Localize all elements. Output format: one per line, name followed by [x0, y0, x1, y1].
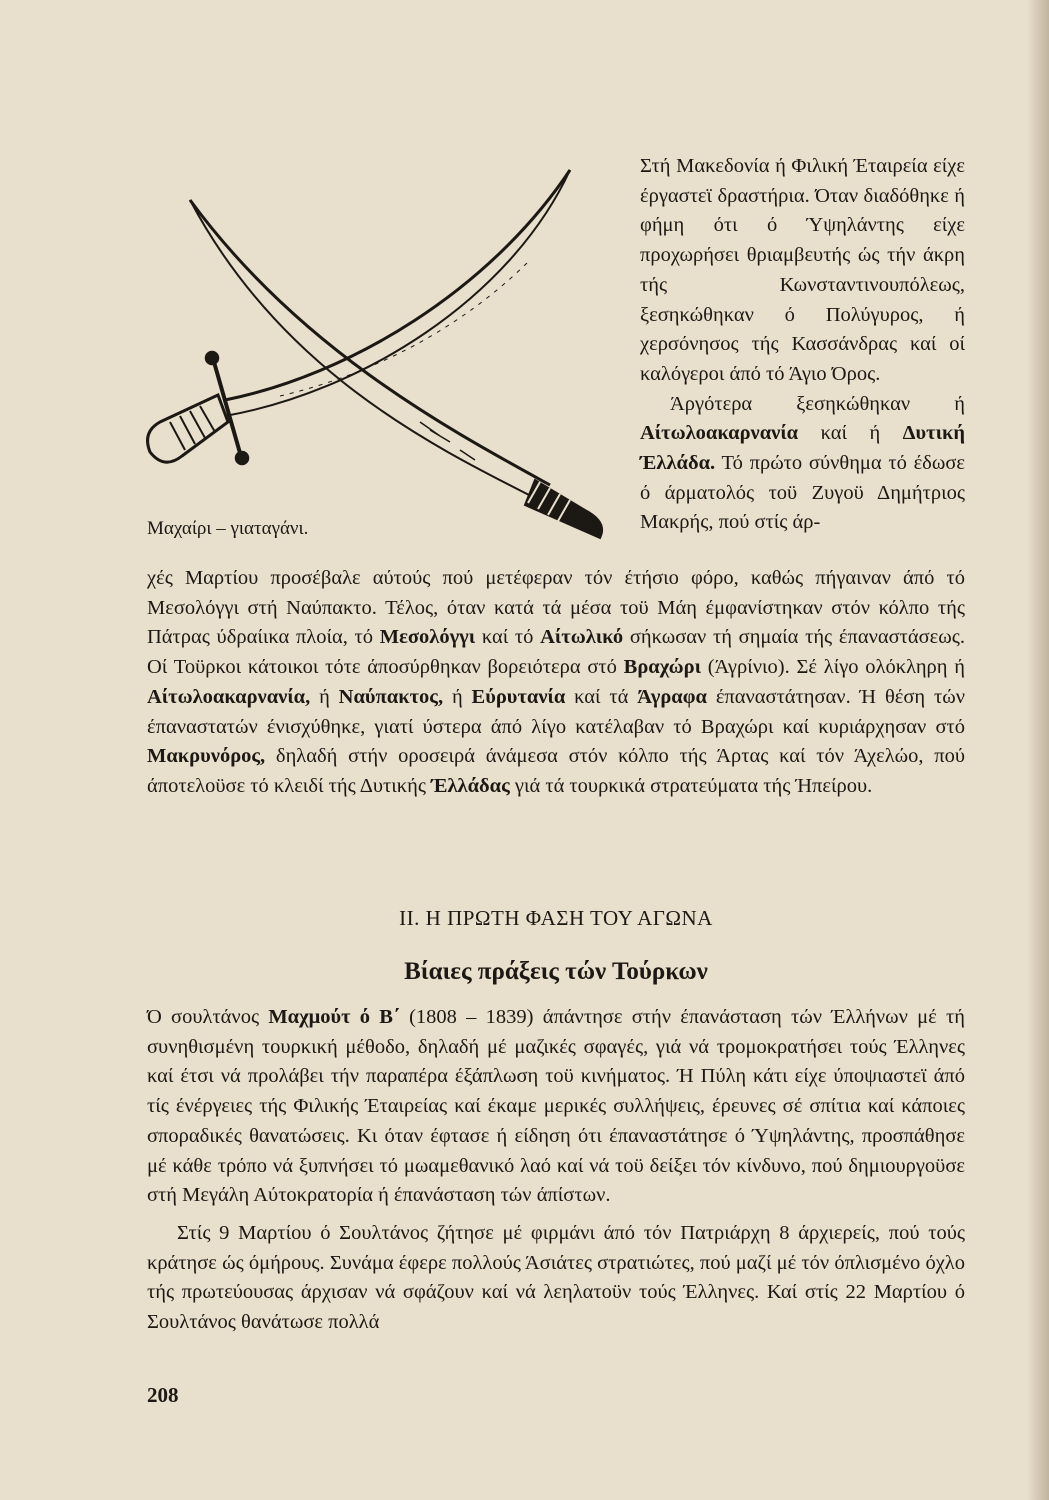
crossed-sabres-icon: [130, 160, 610, 540]
second-paragraph: Άργότερα ξεσηκώθηκαν ή Αίτωλοακαρνανία καί ή Δυτική Έλλάδα. Τό πρώτο σύνθημα τό έδωσε ό άρματολός τοϋ Ζυγοϋ Δημήτριος Μακρής, πού στίς άρ-: [640, 392, 965, 534]
continuation-paragraph: χές Μαρτίου προσέβαλε αύτούς πού μετέφεραν τόν έτήσιο φόρο, καθώς πήγαιναν άπό τό Μεσολόγγι στή Ναύπακτο. Τέλος, όταν κατά τά μέσα τοϋ Μάη έμφανίστηκαν στόν κόλπο τής Πάτρας ύδραίικα πλοία, τό Μεσολόγγι καί τό Αίτωλικό σήκωσαν τή σημαία τής έπαναστάσεως. Οί Τοϋρκοι κάτοικοι τότε άποσύρθηκαν βορειότερα στό Βραχώρι (Άγρίνιο). Σέ λίγο ολόκληρη ή Αίτωλοακαρνανία, ή Ναύπακτος, ή Εύρυτανία καί τά Άγραφα έπαναστάτησαν. Ή θέση τών έπαναστατών ένισχύθηκε, γιατί ύστερα άπό λίγο κατέλαβαν τό Βραχώρι καί κυριάρχησαν στό Μακρυνόρος, δηλαδή στήν οροσειρά άνάμεσα στόν κόλπο τής Άρτας καί τόν Άχελώο, πού άποτελοϋσε τό κλειδί τής Δυτικής Έλλάδας γιά τά τουρκικά στρατεύματα τής Ήπείρου.: [147, 567, 966, 797]
page-number: 208: [147, 1383, 179, 1407]
section-title: ΙΙ. Η ΠΡΩΤΗ ΦΑΣΗ ΤΟΥ ΑΓΩΝΑ: [399, 906, 713, 930]
body-paragraph-1: Ό σουλτάνος Μαχμούτ ό Β΄ (1808 – 1839) άπάντησε στήν έπανάσταση τών Έλλήνων μέ τή συνηθισμένη τουρκική μέθοδο, δηλαδή μέ μαζικές σφαγές, γιά νά τρομοκρατήσει τούς Έλληνες καί έτσι νά προλάβει τήν παραπέρα έξάπλωση τοϋ κινήματος. Ή Πύλη κάτι είχε ύποψιαστεϊ άπό τίς ένέργειες τής Φιλικής Έταιρείας καί έκαμε μερικές συλλήψεις, έρευνες σέ σπίτια καί κάποιες σποραδικές θανατώσεις. Κι όταν έφτασε ή είδηση ότι έπαναστάτησε ό Ύψηλάντης, προσπάθησε μέ κάθε τρόπο νά ξυπνήσει τό μωαμεθανικό λαό καί νά τοϋ δείξει τόν κίνδυνο, πού δημιουργοϋσε στή Μεγάλη Αύτοκρατορία ή έπανάσταση τών άπίστων.: [147, 1006, 965, 1207]
illustration-caption: Μαχαίρι – γιαταγάνι.: [147, 518, 309, 539]
subheading: Βίαιες πράξεις τών Τούρκων: [404, 958, 708, 985]
intro-column: [640, 152, 965, 538]
intro-paragraph: Στή Μακεδονία ή Φιλική Έταιρεία είχε έργαστεϊ δραστήρια. Όταν διαδόθηκε ή φήμη ότι ό Ύψηλάντης είχε προχωρήσει θριαμβευτής ώς τήν άκρη τής Κωνσταντινουπόλεως, ξεσηκώθηκαν ό Πολύγυρος, ή χερσόνησος τής Κασσάνδρας καί οί καλόγεροι άπό τό Άγιο Όρος.: [640, 155, 965, 385]
body-text: [147, 1003, 965, 1338]
body-paragraph-2: Στίς 9 Μαρτίου ό Σουλτάνος ζήτησε μέ φιρμάνι άπό τόν Πατριάρχη 8 άρχιερείς, πού τούς κράτησε ώς όμήρους. Συνάμα έφερε πολλούς Άσιάτες στρατιώτες, πού μαζί μέ τόν όπλισμένο όχλο τής πρωτεύουσας άρχισαν νά σφάζουν καί νά λεηλατοϋν τούς Έλληνες. Καί στίς 22 Μαρτίου ό Σουλτάνος θανάτωσε πολλά: [147, 1221, 965, 1334]
page-edge-shadow: [1027, 0, 1049, 1500]
